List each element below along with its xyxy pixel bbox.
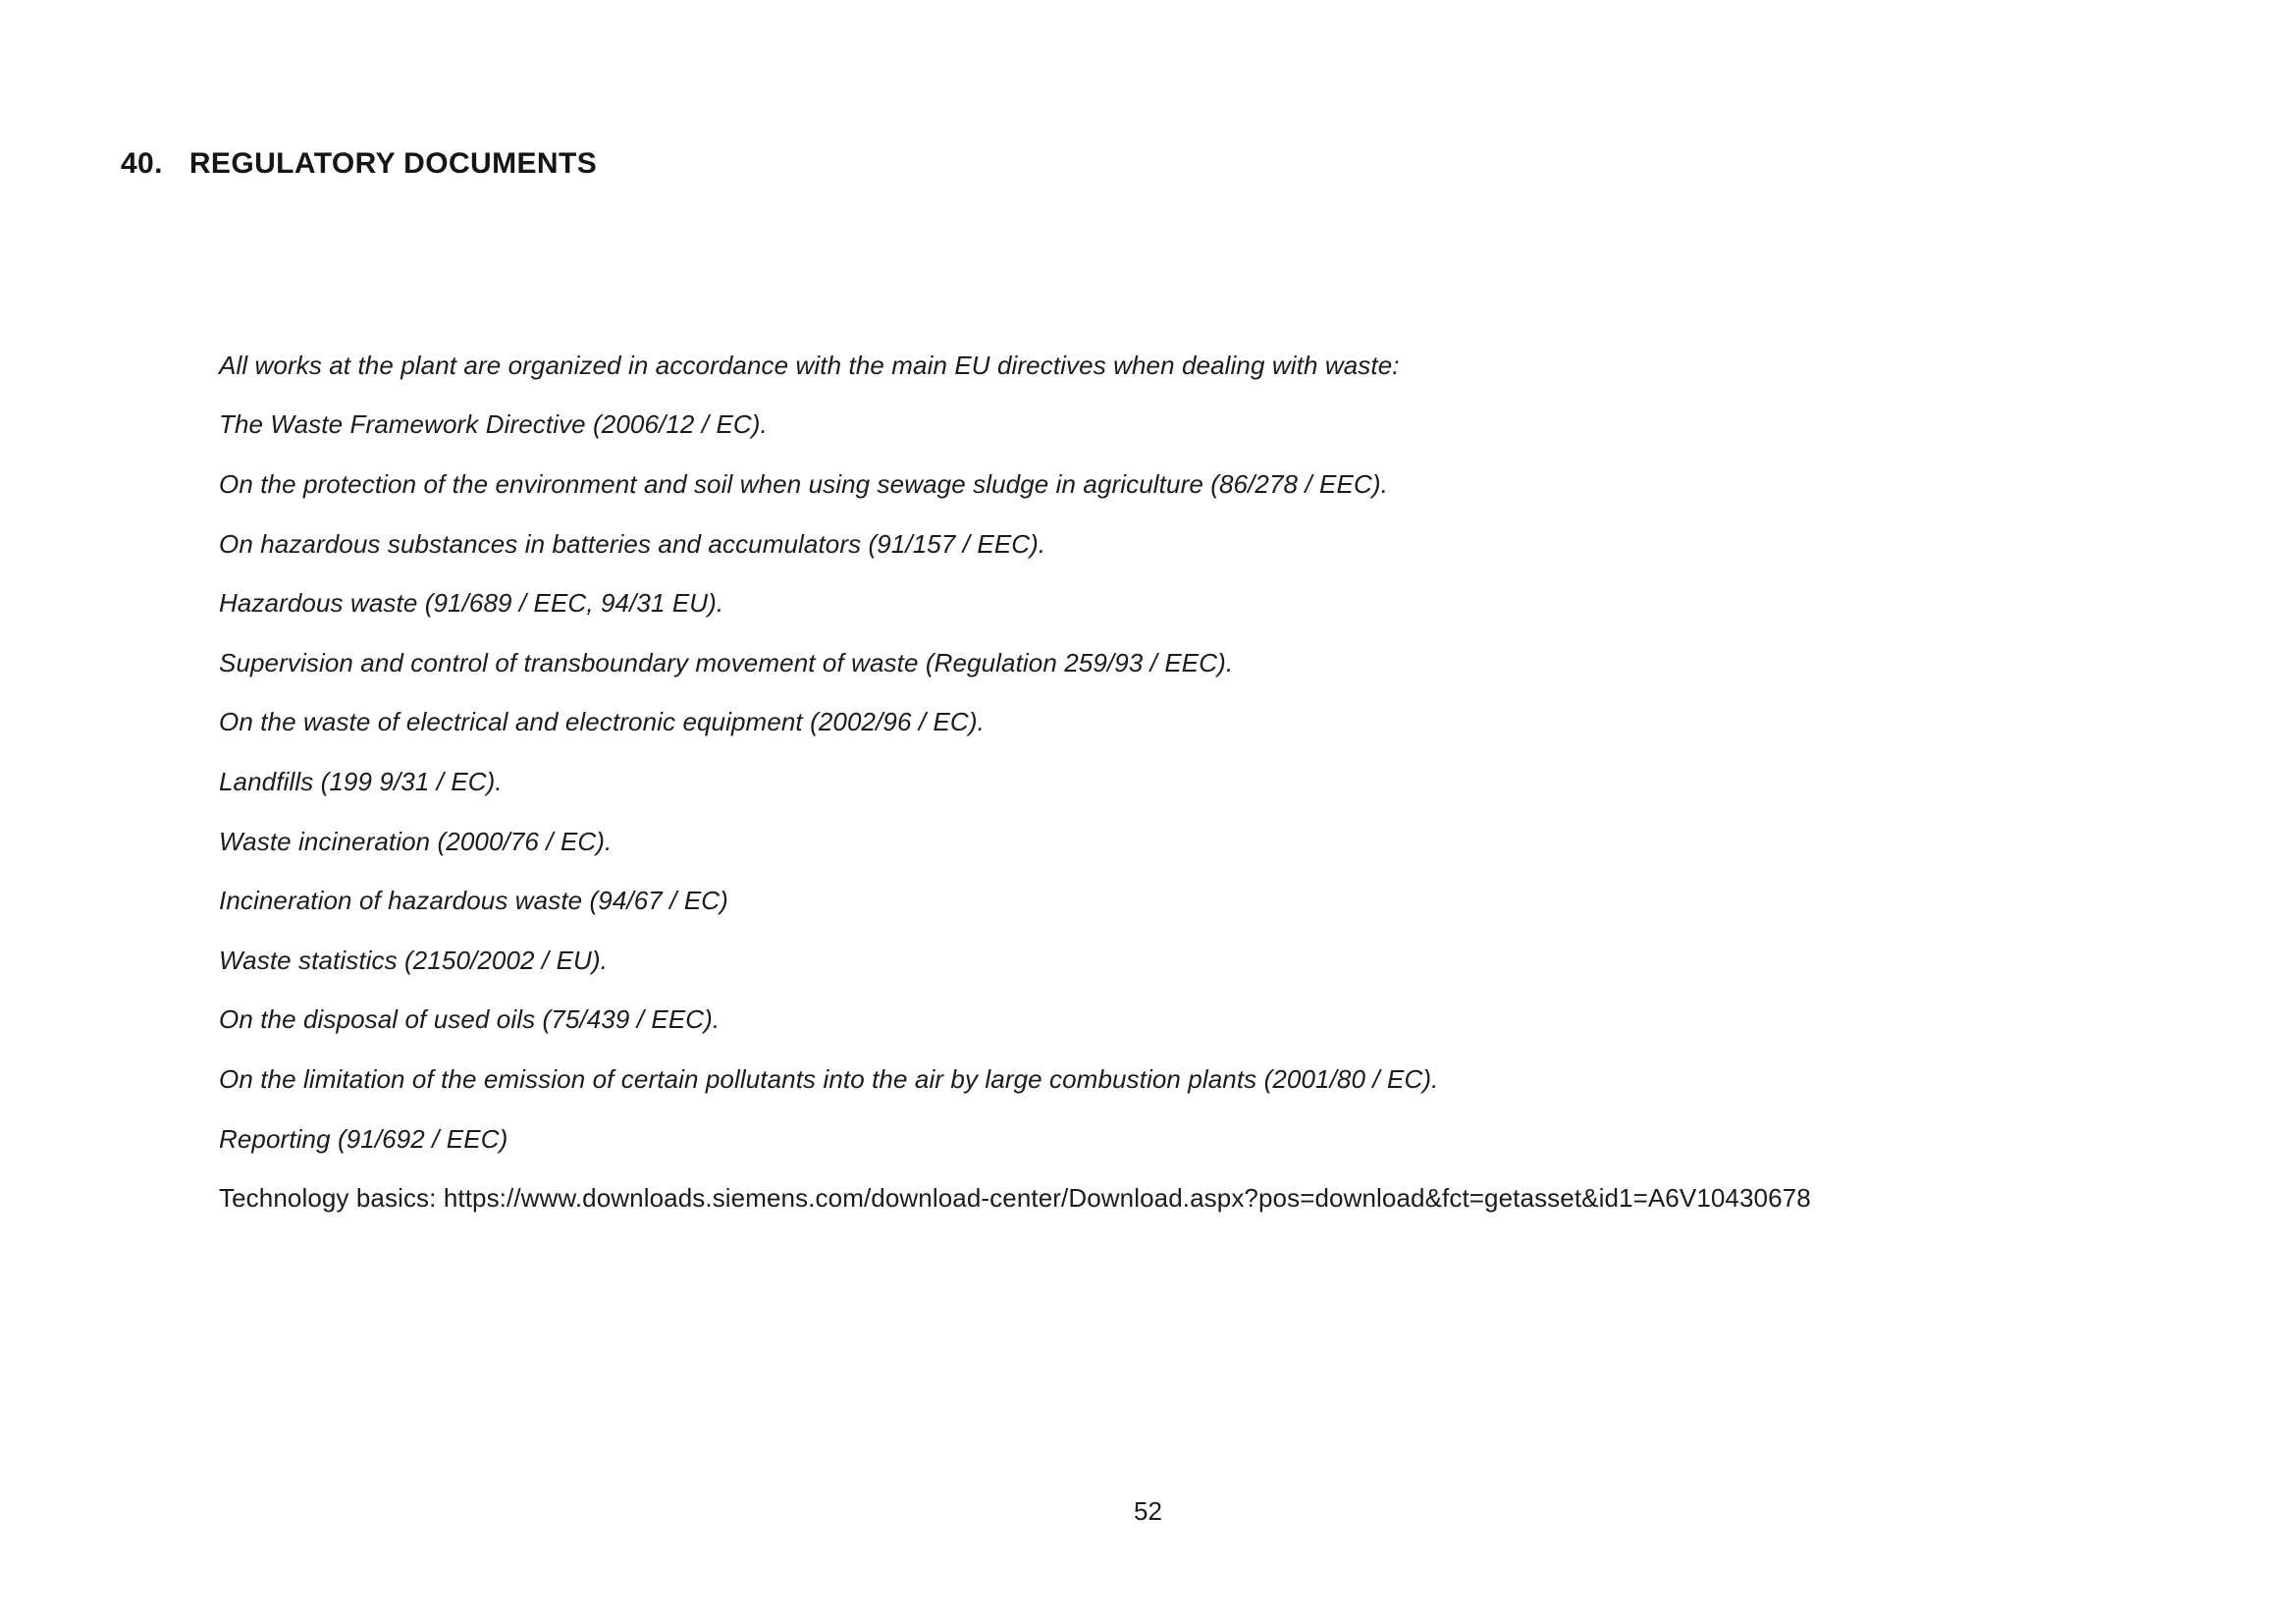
technology-basics-url: https://www.downloads.siemens.com/download-center/Download.aspx?pos=download&fct=getasset&id1=A6V10430678 bbox=[443, 1183, 1811, 1214]
directive-line: Landfills (199 9/31 / EC). bbox=[219, 766, 503, 796]
directives-list bbox=[219, 336, 2178, 1228]
directive-line: On the protection of the environment and soil when using sewage sludge in agriculture (86/278 / EEC). bbox=[219, 468, 1388, 499]
directive-line: All works at the plant are organized in accordance with the main EU directives when dealing with waste: bbox=[219, 350, 1400, 380]
directive-line: Supervision and control of transboundary movement of waste (Regulation 259/93 / EEC). bbox=[219, 647, 1234, 677]
directive-line: Waste incineration (2000/76 / EC). bbox=[219, 826, 613, 856]
directive-line: On the disposal of used oils (75/439 / EEC). bbox=[219, 1004, 721, 1035]
directive-line: On the waste of electrical and electronic equipment (2002/96 / EC). bbox=[219, 707, 985, 737]
directive-line: The Waste Framework Directive (2006/12 / EC). bbox=[219, 409, 768, 440]
directive-line: On the limitation of the emission of certain pollutants into the air by large combustion plants (2001/80 / EC). bbox=[219, 1063, 1439, 1094]
page-number: 52 bbox=[1134, 1496, 1162, 1526]
technology-basics-label: Technology basics: bbox=[219, 1183, 444, 1214]
directive-line: On hazardous substances in batteries and accumulators (91/157 / EEC). bbox=[219, 528, 1046, 559]
section-title: REGULATORY DOCUMENTS bbox=[188, 147, 598, 181]
technology-basics-line bbox=[219, 1168, 2178, 1228]
directive-line: Waste statistics (2150/2002 / EU). bbox=[219, 945, 608, 975]
directive-line: Hazardous waste (91/689 / EEC, 94/31 EU). bbox=[219, 588, 724, 619]
directive-line: Reporting (91/692 / EEC) bbox=[219, 1123, 508, 1154]
section-heading bbox=[86, 114, 597, 214]
directive-line: Incineration of hazardous waste (94/67 / EC) bbox=[219, 886, 728, 916]
section-number: 40. bbox=[120, 147, 163, 181]
